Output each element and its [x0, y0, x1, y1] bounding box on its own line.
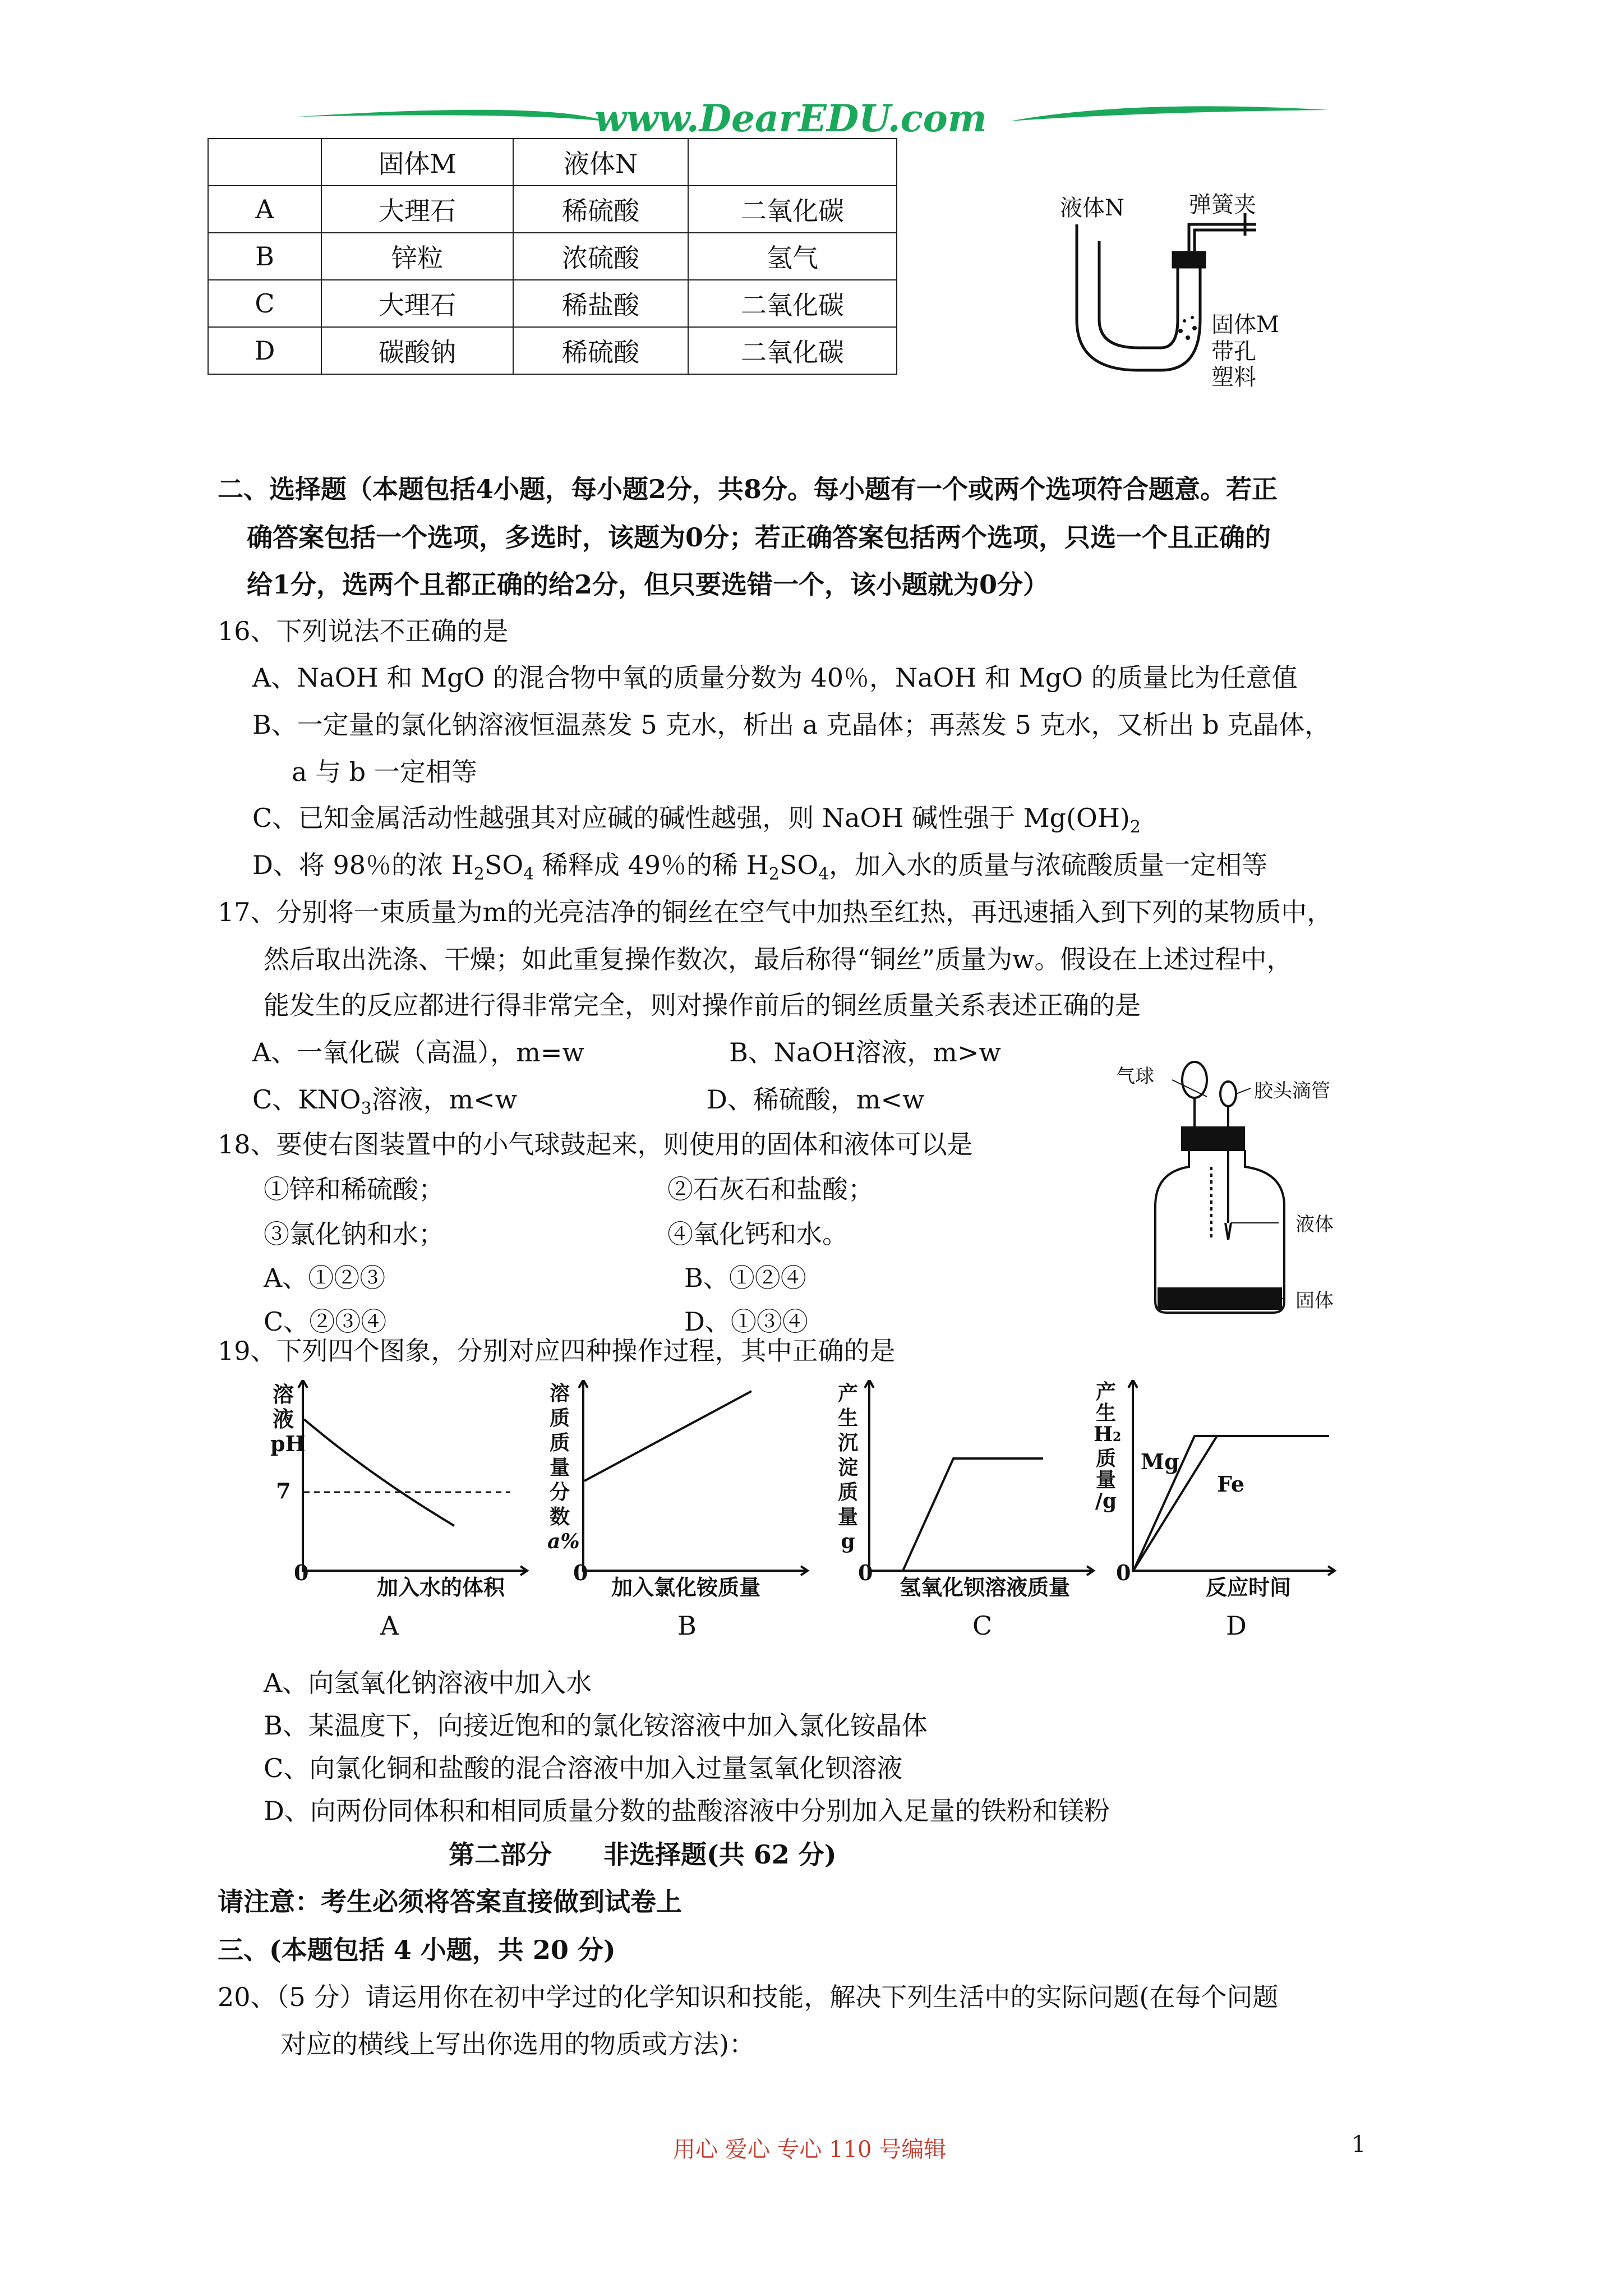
- label-spring-clamp: 弹簧夹: [1189, 192, 1256, 218]
- options-table: [208, 138, 897, 375]
- q19-option-c: C、向氯化铜和盐酸的混合溶液中加入过量氢氧化钡溶液: [264, 1753, 903, 1783]
- q16-c-text: C、已知金属活动性越强其对应碱的碱性越强，则 NaOH 碱性强于 Mg(OH): [252, 803, 1130, 833]
- q16-d-sub4: 4: [818, 864, 829, 884]
- label-perforated: 带孔: [1211, 339, 1256, 365]
- table-cell: 固体M: [321, 139, 513, 186]
- q18-option-c: C、②③④: [264, 1306, 387, 1337]
- graph-b-yunit: a%: [547, 1530, 580, 1553]
- table-cell: 二氧化碳: [688, 327, 897, 374]
- table-cell: 二氧化碳: [688, 186, 897, 233]
- q16-d-text5: ，加入水的质量与浓硫酸质量一定相等: [829, 850, 1268, 880]
- section3-heading: 三、(本题包括 4 小题，共 20 分): [218, 1935, 616, 1965]
- q16-option-a: A、NaOH 和 MgO 的混合物中氧的质量分数为 40％，NaOH 和 MgO 的质量比为任意值: [252, 662, 1298, 693]
- q16-d-text2: SO: [484, 850, 524, 880]
- table-row: [208, 327, 897, 374]
- graph-a-xlabel: 加入水的体积: [377, 1575, 505, 1600]
- graph-d-fe-label: Fe: [1217, 1471, 1245, 1497]
- graph-a-ylabel-2: 液: [273, 1406, 294, 1432]
- table-cell: 锌粒: [321, 233, 513, 280]
- table-cell: 大理石: [321, 186, 513, 233]
- q17-line1: 17、分别将一束质量为m的光亮洁净的铜丝在空气中加热至红热，再迅速插入到下列的某物质中，: [218, 897, 1333, 927]
- table-cell: 碳酸钠: [321, 327, 513, 374]
- page-number: 1: [1352, 2132, 1366, 2157]
- table-cell: 氢气: [688, 233, 897, 280]
- graph-d-y4: 质: [1095, 1447, 1116, 1470]
- table-row: [208, 280, 897, 327]
- graph-d-y1: 产: [1095, 1380, 1116, 1404]
- section2-line1: 二、选择题（本题包括4小题，每小题2分，共8分。每小题有一个或两个选项符合题意。若正: [218, 474, 1278, 504]
- q16-d-text3: 稀释成 49％的稀 H: [534, 850, 769, 880]
- q18-item-3: ③氯化钠和水；: [264, 1219, 444, 1249]
- q17-option-a: A、一氧化碳（高温），m=w: [252, 1037, 584, 1068]
- q17-c-text: C、KNO: [252, 1084, 361, 1115]
- q16-d-sub3: 2: [768, 864, 780, 884]
- u-tube-apparatus: [1054, 191, 1312, 398]
- table-cell: 大理石: [321, 280, 513, 327]
- table-cell: 稀硫酸: [513, 186, 688, 233]
- graph-d-y5: 量: [1095, 1468, 1116, 1492]
- q18-item-4: ④氧化钙和水。: [667, 1219, 848, 1249]
- table-cell: B: [208, 233, 321, 280]
- label-solid-m: 固体M: [1211, 312, 1279, 338]
- q18-stem: 18、要使右图装置中的小气球鼓起来，则使用的固体和液体可以是: [218, 1129, 973, 1159]
- graph-b-letter: B: [677, 1611, 697, 1641]
- q17-option-d: D、稀硫酸，m<w: [707, 1084, 925, 1115]
- q17-c-sub: 3: [361, 1099, 372, 1119]
- footer-text: 用心 爱心 专心 110 号编辑: [673, 2137, 947, 2162]
- graph-a-origin: 0: [294, 1560, 309, 1585]
- site-logo[interactable]: www.DearEDU.com: [594, 96, 987, 140]
- q17-option-c: [252, 1083, 517, 1126]
- graph-b-ylabel: [547, 1381, 580, 1554]
- label-plastic: 塑料: [1211, 365, 1256, 390]
- table-cell: A: [208, 186, 321, 233]
- q19-option-b: B、某温度下，向接近饱和的氯化铵溶液中加入氯化铵晶体: [264, 1710, 928, 1741]
- graph-d-mg-label: Mg: [1141, 1449, 1179, 1474]
- graph-c-line: [903, 1458, 1043, 1571]
- label-liquid-n: 液体N: [1060, 195, 1124, 221]
- q17-line2: 然后取出洗涤、干燥；如此重复操作数次，最后称得“铜丝”质量为w。假设在上述过程中，: [264, 944, 1293, 974]
- table-header-row: [208, 139, 897, 186]
- graph-a-curve: [304, 1419, 454, 1526]
- label-solid: 固体: [1295, 1290, 1334, 1312]
- part2-note: 请注意：考生必须将答案直接做到试卷上: [218, 1887, 682, 1917]
- graph-a-seven: 7: [276, 1478, 291, 1503]
- graph-c-ylabel-text: 产生沉淀质量: [837, 1382, 858, 1529]
- q20-line2: 对应的横线上写出你选用的物质或方法)：: [280, 2029, 755, 2059]
- q17-line3: 能发生的反应都进行得非常完全，则对操作前后的铜丝质量关系表述正确的是: [264, 990, 1141, 1020]
- table-row: [208, 186, 897, 233]
- q19-option-d: D、向两份同体积和相同质量分数的盐酸溶液中分别加入足量的铁粉和镁粉: [264, 1796, 1110, 1826]
- q18-option-a: A、①②③: [264, 1263, 386, 1293]
- table-cell: 液体N: [513, 139, 688, 186]
- label-balloon: 气球: [1116, 1065, 1154, 1088]
- q16-d-sub1: 2: [473, 864, 485, 884]
- q18-option-b: B、①②④: [684, 1263, 806, 1293]
- graph-b-origin: 0: [573, 1560, 588, 1585]
- graph-d-h: H: [1094, 1423, 1113, 1446]
- q18-option-d: D、①③④: [684, 1306, 808, 1337]
- graph-c-ylabel: [836, 1381, 860, 1554]
- graph-d-h-sub: 2: [1113, 1430, 1122, 1444]
- q16-c-sub: 2: [1129, 817, 1141, 837]
- graph-c-letter: C: [972, 1611, 993, 1641]
- graph-c: [836, 1380, 1099, 1593]
- table-cell: [208, 139, 321, 186]
- label-liquid: 液体: [1295, 1213, 1334, 1236]
- table-row: [208, 233, 897, 280]
- graph-b-ylabel-text: 溶质质量分数: [549, 1382, 570, 1529]
- table-cell: 稀盐酸: [513, 280, 688, 327]
- q17-option-b: B、NaOH溶液，m>w: [729, 1037, 1001, 1068]
- graph-c-yunit: g: [841, 1530, 855, 1553]
- q20-line1: 20、（5 分）请运用你在初中学过的化学知识和技能，解决下列生活中的实际问题(在每个问题: [218, 1982, 1279, 2012]
- graph-c-origin: 0: [858, 1560, 873, 1585]
- q18-item-1: ①锌和稀硫酸；: [264, 1174, 444, 1204]
- q16-d-sub2: 4: [523, 864, 534, 884]
- q16-option-c: [252, 801, 1141, 844]
- label-dropper: 胶头滴管: [1254, 1080, 1330, 1102]
- q16-option-b: B、一定量的氯化钠溶液恒温蒸发 5 克水，析出 a 克晶体；再蒸发 5 克水，又析出 b 克晶体，: [252, 710, 1331, 740]
- q16-d-text1: D、将 98％的浓 H: [252, 850, 474, 880]
- table-cell: D: [208, 327, 321, 374]
- graph-d-origin: 0: [1116, 1560, 1131, 1585]
- part2-title: 第二部分 非选择题(共 62 分): [449, 1839, 837, 1870]
- graph-d-ylabel: [1094, 1380, 1122, 1513]
- graph-a-ylabel-3: pH: [270, 1431, 306, 1456]
- graph-c-xlabel: 氢氧化钡溶液质量: [900, 1575, 1071, 1600]
- graph-d-letter: D: [1226, 1611, 1247, 1641]
- q18-item-2: ②石灰石和盐酸；: [667, 1174, 874, 1204]
- table-cell: [688, 139, 897, 186]
- table-cell: 浓硫酸: [513, 233, 688, 280]
- graph-a-letter: A: [380, 1611, 399, 1641]
- table-cell: 稀硫酸: [513, 327, 688, 374]
- graph-a: [269, 1380, 533, 1593]
- graph-d-y2: 生: [1095, 1401, 1116, 1425]
- graph-b-line: [584, 1391, 751, 1481]
- graph-b-xlabel: 加入氯化铵质量: [611, 1575, 761, 1600]
- q16-stem: 16、下列说法不正确的是: [218, 616, 509, 646]
- q16-d-text4: SO: [779, 850, 819, 880]
- q16-option-b-cont: a 与 b 一定相等: [292, 757, 477, 787]
- q16-option-d: [252, 848, 1267, 891]
- q17-c-text2: 溶液，m<w: [371, 1084, 518, 1115]
- graph-b: [550, 1380, 813, 1593]
- q19-option-a: A、向氢氧化钠溶液中加入水: [264, 1668, 592, 1698]
- table-cell: 二氧化碳: [688, 280, 897, 327]
- section2-line3: 给1分，选两个且都正确的给2分，但只要选错一个，该小题就为0分）: [247, 569, 1049, 600]
- graph-d-y3: [1094, 1423, 1122, 1448]
- graph-d-y6: /g: [1095, 1489, 1117, 1513]
- graph-d-xlabel: 反应时间: [1206, 1575, 1292, 1600]
- section2-line2: 确答案包括一个选项，多选时，该题为0分；若正确答案包括两个选项，只选一个且正确的: [247, 522, 1271, 553]
- q19-stem: 19、下列四个图象，分别对应四种操作过程，其中正确的是: [218, 1336, 896, 1366]
- table-cell: C: [208, 280, 321, 327]
- graph-a-ylabel-1: 溶: [273, 1382, 294, 1407]
